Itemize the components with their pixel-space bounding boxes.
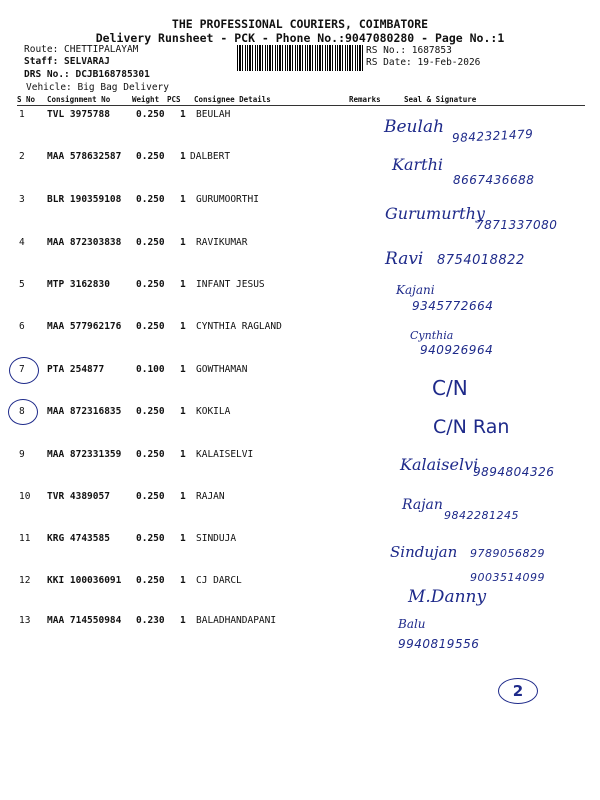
company-title: THE PROFESSIONAL COURIERS, COIMBATORE: [171, 17, 429, 31]
row-consignee: SINDUJA: [196, 533, 237, 544]
row-sno: 5: [19, 279, 25, 290]
phone-number: 9003514099: [470, 571, 545, 584]
row-consignee: BALADHANDAPANI: [196, 615, 277, 626]
row-pcs: 1: [180, 533, 186, 544]
row-consignment: MAA 714550984: [47, 615, 122, 626]
table-row: [0, 237, 600, 280]
row-pcs: 1: [180, 151, 186, 162]
signature: Rajan: [402, 497, 443, 513]
row-weight: 0.250: [136, 406, 165, 417]
table-row: [0, 151, 600, 194]
row-consignee: CYNTHIA RAGLAND: [196, 321, 282, 332]
row-consignee: CJ DARCL: [196, 575, 242, 586]
row-consignment: MTP 3162830: [47, 279, 110, 290]
row-consignee: RAVIKUMAR: [196, 237, 248, 248]
row-consignee: DALBERT: [190, 151, 231, 162]
row-consignee: GURUMOORTHI: [196, 194, 259, 205]
row-sno: 11: [19, 533, 31, 544]
row-sno: 8: [19, 406, 25, 417]
row-consignee: KALAISELVI: [196, 449, 254, 460]
signature: C/N: [432, 376, 468, 400]
rs-date: RS Date: 19-Feb-2026: [366, 57, 481, 68]
table-row: [0, 279, 600, 322]
col-consignee: Consignee Details: [194, 95, 271, 104]
phone-number: 8667436688: [453, 173, 535, 187]
row-weight: 0.250: [136, 449, 165, 460]
row-weight: 0.250: [136, 575, 165, 586]
row-sno: 13: [19, 615, 31, 626]
signature: Cynthia: [410, 329, 454, 342]
row-consignment: PTA 254877: [47, 364, 105, 375]
row-pcs: 1: [180, 406, 186, 417]
signature: Gurumurthy: [385, 204, 485, 223]
row-pcs: 1: [180, 194, 186, 205]
row-pcs: 1: [180, 364, 186, 375]
row-pcs: 1: [180, 449, 186, 460]
phone-number: 940926964: [420, 343, 494, 357]
table-row: [0, 449, 600, 492]
signature: C/N Ran: [433, 416, 510, 438]
row-weight: 0.250: [136, 321, 165, 332]
row-consignment: TVR 4389057: [47, 491, 110, 502]
table-row: [0, 615, 600, 658]
row-consignment: KKI 100036091: [47, 575, 122, 586]
row-sno: 12: [19, 575, 31, 586]
row-pcs: 1: [180, 575, 186, 586]
row-sno: 2: [19, 151, 25, 162]
row-sno: 6: [19, 321, 25, 332]
table-row: [0, 321, 600, 364]
row-weight: 0.100: [136, 364, 165, 375]
row-pcs: 1: [180, 491, 186, 502]
row-sno: 1: [19, 109, 25, 120]
row-weight: 0.250: [136, 109, 165, 120]
table-row: [0, 406, 600, 449]
signature: Ravi: [385, 249, 424, 269]
col-consignment: Consignment No: [47, 95, 111, 104]
drs-label: DRS No.: DCJB168785301: [24, 69, 150, 80]
signature: M.Danny: [408, 587, 487, 607]
col-weight: Weight: [132, 95, 160, 104]
table-row: [0, 194, 600, 237]
row-weight: 0.250: [136, 279, 165, 290]
row-sno: 4: [19, 237, 25, 248]
row-pcs: 1: [180, 279, 186, 290]
row-sno: 7: [19, 364, 25, 375]
row-pcs: 1: [180, 109, 186, 120]
phone-number: 9842281245: [444, 509, 519, 522]
page-number-mark: 2: [498, 678, 538, 704]
header-divider: [17, 105, 585, 106]
phone-number: 9345772664: [412, 299, 494, 313]
row-weight: 0.250: [136, 237, 165, 248]
row-consignee: INFANT JESUS: [196, 279, 265, 290]
row-weight: 0.250: [136, 151, 165, 162]
row-consignment: MAA 578632587: [47, 151, 122, 162]
row-sno: 3: [19, 194, 25, 205]
row-weight: 0.250: [136, 533, 165, 544]
signature: Balu: [398, 617, 426, 631]
phone-number: 7871337080: [476, 218, 558, 232]
row-sno: 10: [19, 491, 31, 502]
row-consignee: GOWTHAMAN: [196, 364, 248, 375]
phone-number: 8754018822: [437, 253, 525, 268]
row-consignment: MAA 872303838: [47, 237, 122, 248]
row-pcs: 1: [180, 237, 186, 248]
staff-label: Staff: SELVARAJ: [24, 56, 110, 67]
col-remarks: Remarks: [349, 95, 381, 104]
col-sno: S No: [17, 95, 36, 104]
col-pcs: PCS: [167, 95, 181, 104]
row-pcs: 1: [180, 321, 186, 332]
table-row: [0, 109, 600, 152]
table-row: [0, 533, 600, 576]
runsheet-subtitle: Delivery Runsheet - PCK - Phone No.:9047080280 - Page No.:1: [95, 31, 505, 45]
row-weight: 0.250: [136, 491, 165, 502]
phone-number: 9894804326: [473, 465, 555, 479]
row-weight: 0.230: [136, 615, 165, 626]
table-row: [0, 571, 600, 618]
phone-number: 9940819556: [398, 637, 480, 651]
row-sno: 9: [19, 449, 25, 460]
phone-number: 9789056829: [470, 547, 545, 560]
phone-number: 9842321479: [451, 126, 534, 146]
row-consignment: MAA 577962176: [47, 321, 122, 332]
signature: Kajani: [396, 283, 435, 297]
row-consignee: KOKILA: [196, 406, 231, 417]
row-consignee: RAJAN: [196, 491, 225, 502]
table-row: [0, 491, 600, 534]
row-consignment: TVL 3975788: [47, 109, 110, 120]
col-seal-signature: Seal & Signature: [404, 95, 477, 104]
vehicle-label: Vehicle: Big Bag Delivery: [26, 82, 169, 93]
row-consignee: BEULAH: [196, 109, 231, 120]
signature: Beulah: [384, 117, 445, 137]
row-pcs: 1: [180, 615, 186, 626]
table-row: [0, 364, 600, 407]
row-consignment: BLR 190359108: [47, 194, 122, 205]
signature: Kalaiselvi: [400, 455, 479, 474]
row-consignment: MAA 872331359: [47, 449, 122, 460]
barcode: [237, 45, 363, 71]
route-label: Route: CHETTIPALAYAM: [24, 44, 139, 55]
row-consignment: MAA 872316835: [47, 406, 122, 417]
row-weight: 0.250: [136, 194, 165, 205]
signature: Karthi: [392, 155, 443, 174]
rs-number: RS No.: 1687853: [366, 45, 452, 56]
signature: Sindujan: [390, 543, 458, 561]
row-consignment: KRG 4743585: [47, 533, 110, 544]
